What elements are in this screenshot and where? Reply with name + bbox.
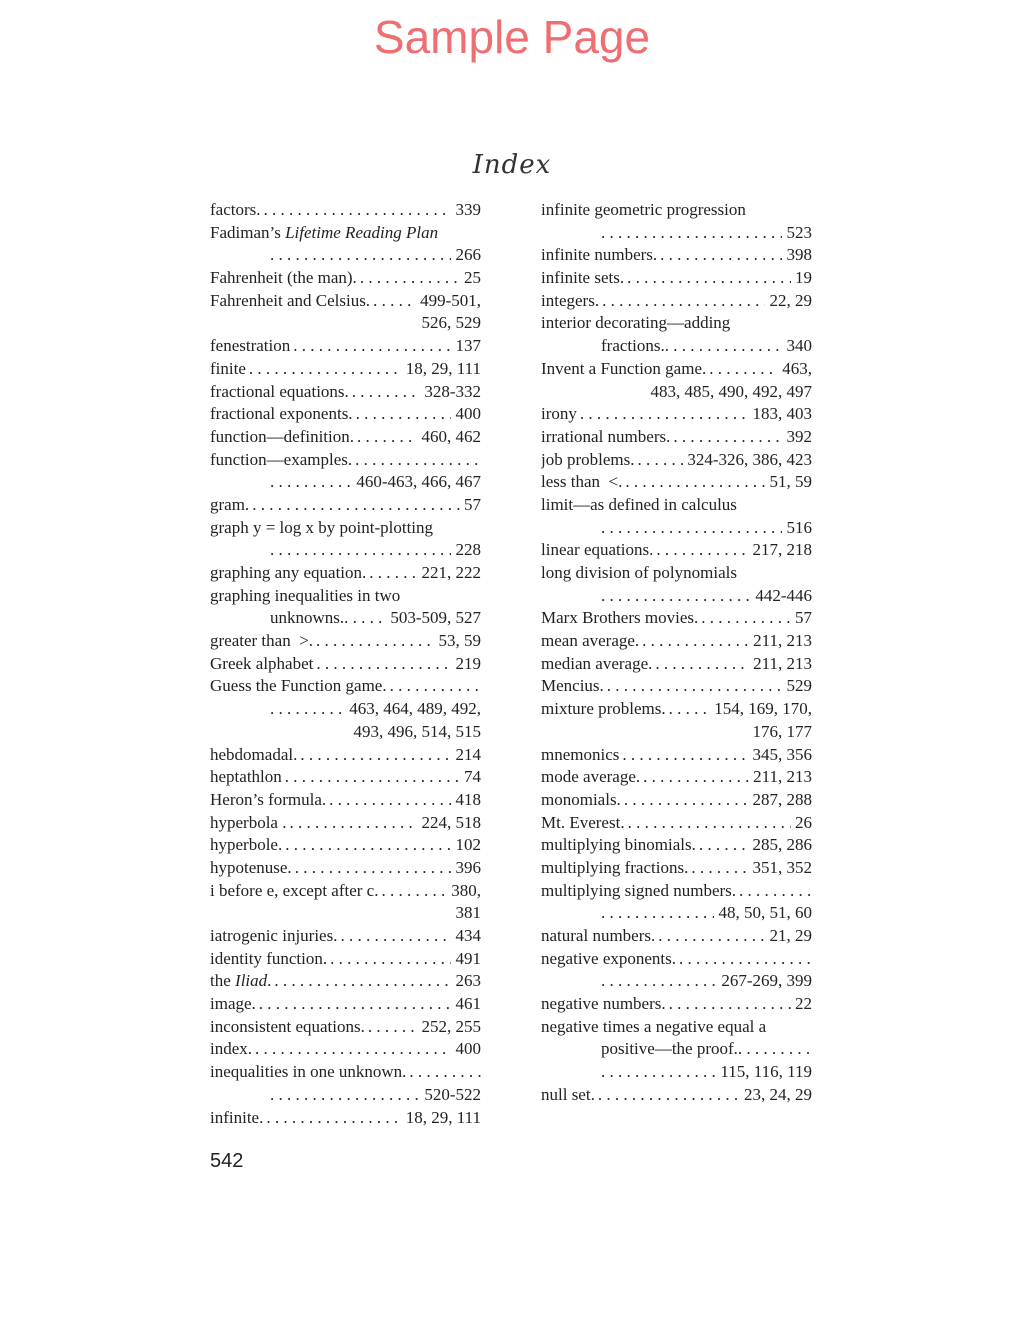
index-entry: hebdomadal. . . . 214 — [210, 744, 481, 767]
page-title: Index — [472, 150, 552, 180]
index-entry: mode average. . . . 211, 213 — [541, 766, 812, 789]
index-column-left — [210, 199, 481, 1129]
index-entry: median average. . . . 211, 213 — [541, 653, 812, 676]
index-entry: the Iliad. . . . 263 — [210, 970, 481, 993]
index-entry: hyperbola . . . . 224, 518 — [210, 812, 481, 835]
index-entry: mean average. . . . 211, 213 — [541, 630, 812, 653]
index-entry: iatrogenic injuries. . . . 434 — [210, 925, 481, 948]
index-entry-continuation: . . . 115, 116, 119 — [541, 1061, 812, 1084]
index-entry: graphing inequalities in two — [210, 585, 401, 605]
index-entry-continuation: . . . 267-269, 399 — [541, 970, 812, 993]
index-entry: graphing any equation. . . . 221, 222 — [210, 562, 481, 585]
index-entry-continuation: . . . 516 — [541, 517, 812, 540]
index-entry-continuation: . . . 266 — [210, 244, 481, 267]
sample-page-watermark: Sample Page — [373, 11, 651, 63]
index-entry: Fahrenheit (the man). . . . 25 — [210, 267, 481, 290]
index-entry-continuation: 526, 529 — [421, 313, 481, 333]
index-entry: long division of polynomials — [541, 563, 737, 582]
index-entry: heptathlon . . . 74 — [210, 766, 481, 789]
index-entry: hyperbole. . . . 102 — [210, 834, 481, 857]
index-entry: inequalities in one unknown. . . . — [210, 1061, 481, 1084]
index-entry: i before e, except after c. . . . 380, — [210, 880, 481, 903]
index-entry: natural numbers. . . . 21, 29 — [541, 925, 812, 948]
index-entry: negative times a negative equal a — [541, 1016, 767, 1036]
index-entry: Fahrenheit and Celsius. . . . 499-501, — [210, 290, 481, 313]
index-entry: infinite. . . . 18, 29, 111 — [210, 1107, 481, 1130]
index-entry: finite . . . 18, 29, 111 — [210, 358, 481, 381]
index-entry: multiplying signed numbers. . . . — [541, 880, 812, 903]
index-entry: factors. . . . 339 — [210, 199, 481, 222]
index-entry: irony . . . 183, 403 — [541, 403, 812, 426]
index-column-right — [541, 199, 812, 1107]
index-entry: limit—as defined in calculus — [541, 494, 737, 514]
index-entry: Mencius. . . . 529 — [541, 675, 812, 698]
index-entry: infinite geometric progression — [541, 200, 746, 219]
index-entry: Heron’s formula. . . . 418 — [210, 789, 481, 812]
index-entry: Mt. Everest. . . . 26 — [541, 812, 812, 835]
index-entry: index. . . . 400 — [210, 1038, 481, 1061]
index-entry: Guess the Function game. . . . — [210, 675, 481, 698]
index-entry-continuation: . . . 442-446 — [541, 585, 812, 608]
index-entry: fractional exponents. . . . 400 — [210, 403, 481, 426]
index-entry-continuation: 493, 496, 514, 515 — [353, 721, 481, 741]
index-entry: function—examples. . . . — [210, 449, 481, 472]
index-entry: hypotenuse. . . . 396 — [210, 857, 481, 880]
index-entry: Greek alphabet . . . 219 — [210, 653, 481, 676]
page-number: 542 — [210, 1150, 244, 1172]
index-entry: job problems. . . . 324-326, 386, 423 — [541, 449, 812, 472]
index-entry: identity function. . . . 491 — [210, 948, 481, 971]
index-entry: integers. . . . 22, 29 — [541, 290, 812, 313]
index-entry-continuation: . . . 48, 50, 51, 60 — [541, 902, 812, 925]
index-entry: Marx Brothers movies. . . . 57 — [541, 607, 812, 630]
index-entry-continuation: 176, 177 — [752, 721, 812, 741]
index-entry-continuation: . . . 228 — [210, 539, 481, 562]
index-entry: irrational numbers. . . . 392 — [541, 426, 812, 449]
index-entry: linear equations. . . . 217, 218 — [541, 539, 812, 562]
index-entry: multiplying fractions. . . . 351, 352 — [541, 857, 812, 880]
index-entry: null set. . . . 23, 24, 29 — [541, 1084, 812, 1107]
index-entry-continuation: 381 — [455, 903, 481, 923]
index-entry-continuation: positive—the proof. . . . — [541, 1038, 812, 1061]
index-entry-continuation: . . . 523 — [541, 222, 812, 245]
index-entry: fenestration . . . 137 — [210, 335, 481, 358]
index-entry: image. . . . 461 — [210, 993, 481, 1016]
index-entry: gram. . . . 57 — [210, 494, 481, 517]
index-entry: inconsistent equations. . . . 252, 255 — [210, 1016, 481, 1039]
index-entry-continuation: fractions. . . . 340 — [541, 335, 812, 358]
index-entry: interior decorating—adding — [541, 313, 731, 333]
index-entry: graph y = log x by point-plotting — [210, 517, 434, 537]
index-entry: fractional equations. . . . 328-332 — [210, 381, 481, 404]
index-entry-continuation: unknowns. . . . 503-509, 527 — [210, 607, 481, 630]
index-entry: less than <. . . . 51, 59 — [541, 471, 812, 494]
index-entry: Invent a Function game. . . . 463, — [541, 358, 812, 381]
index-entry: monomials. . . . 287, 288 — [541, 789, 812, 812]
index-entry: multiplying binomials. . . . 285, 286 — [541, 834, 812, 857]
index-entry: Fadiman’s Lifetime Reading Plan — [210, 222, 439, 242]
index-entry: greater than >. . . . 53, 59 — [210, 630, 481, 653]
index-entry-continuation: . . . 460-463, 466, 467 — [210, 471, 481, 494]
index-entry: mnemonics . . . 345, 356 — [541, 744, 812, 767]
index-entry: negative numbers. . . . 22 — [541, 993, 812, 1016]
index-entry: infinite sets. . . . 19 — [541, 267, 812, 290]
index-entry: infinite numbers. . . . 398 — [541, 244, 812, 267]
index-entry: function—definition. . . . 460, 462 — [210, 426, 481, 449]
index-entry-continuation: . . . 520-522 — [210, 1084, 481, 1107]
index-entry-continuation: . . . 463, 464, 489, 492, — [210, 698, 481, 721]
index-entry-continuation: 483, 485, 490, 492, 497 — [650, 381, 812, 401]
index-entry: negative exponents. . . . — [541, 948, 812, 971]
index-entry: mixture problems. . . . 154, 169, 170, — [541, 698, 812, 721]
